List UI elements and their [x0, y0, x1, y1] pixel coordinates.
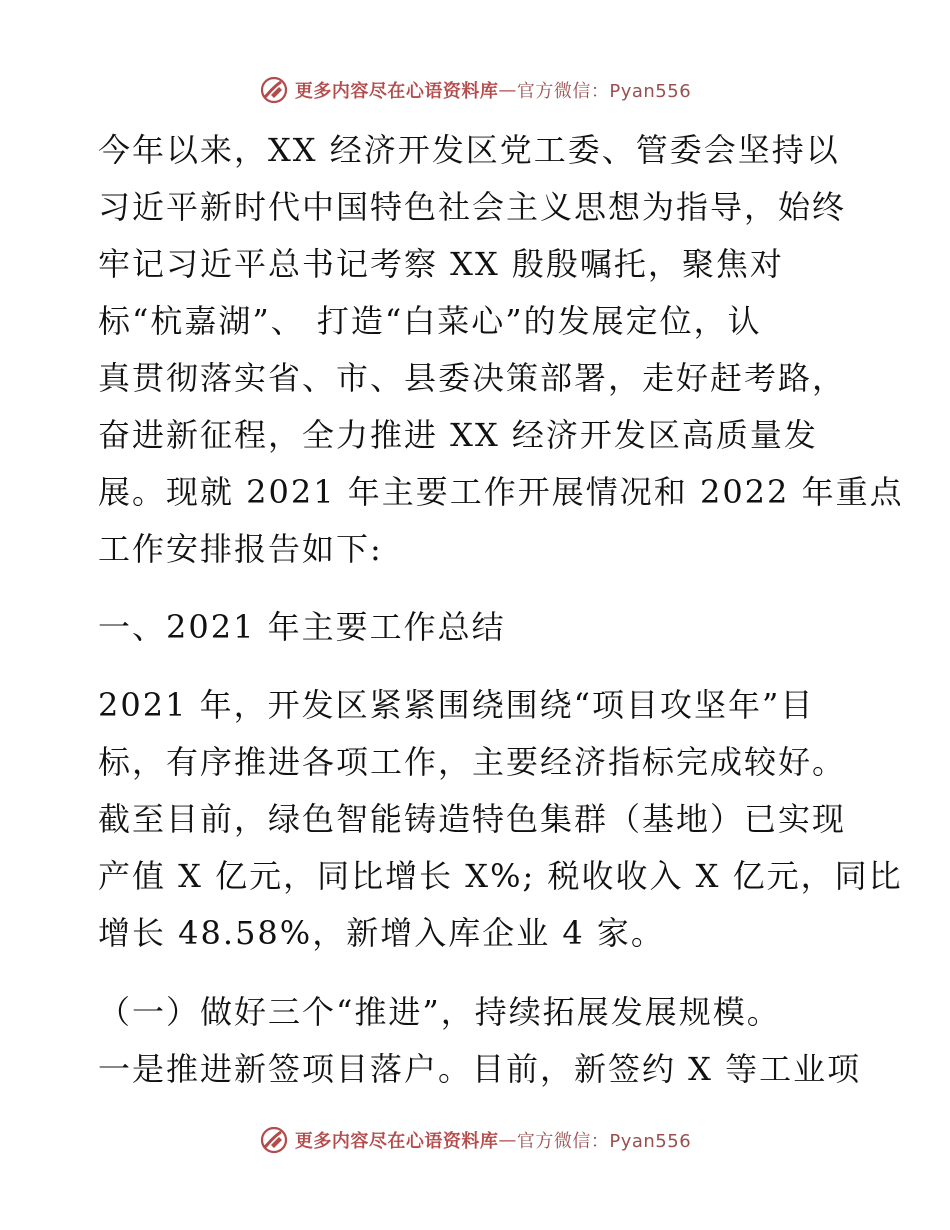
intro-line-6: 奋进新征程，全力推进 XX 经济开发区高质量发 — [98, 416, 818, 454]
intro-line-7: 展。现就 2021 年主要工作开展情况和 2022 年重点 — [98, 473, 904, 511]
pen-logo-icon — [259, 1125, 289, 1155]
intro-line-4: 标“杭嘉湖”、 打造“白菜心”的发展定位，认 — [98, 302, 762, 340]
summary-line-1: 2021 年，开发区紧紧围绕围绕“项目攻坚年”目 — [98, 686, 815, 724]
watermark-wechat: 官方微信：Pyan556 — [516, 1131, 692, 1152]
watermark-dash: — — [498, 79, 517, 101]
summary-line-2: 标，有序推进各项工作，主要经济指标完成较好。 — [98, 743, 847, 781]
intro-line-5: 真贯彻落实省、市、县委决策部署，走好赶考路， — [98, 359, 847, 397]
summary-line-4: 产值 X 亿元，同比增长 X%; 税收收入 X 亿元，同比 — [98, 857, 903, 895]
subsection-heading: （一）做好三个“推进”，持续拓展发展规模。 — [98, 993, 781, 1031]
summary-line-3: 截至目前，绿色智能铸造特色集群（基地）已实现 — [98, 800, 847, 838]
watermark-text: 更多内容尽在心语资料库 — [294, 81, 499, 102]
section-heading: 一、2021 年主要工作总结 — [98, 608, 506, 646]
pen-logo-icon — [259, 75, 289, 105]
watermark-wechat: 官方微信：Pyan556 — [516, 81, 692, 102]
summary-line-5: 增长 48.58%，新增入库企业 4 家。 — [98, 914, 665, 952]
watermark-text: 更多内容尽在心语资料库 — [294, 1131, 499, 1152]
intro-line-8: 工作安排报告如下: — [98, 530, 383, 568]
intro-line-3: 牢记习近平总书记考察 XX 殷殷嘱托，聚焦对 — [98, 245, 784, 283]
watermark-dash: — — [498, 1129, 517, 1151]
header-watermark — [0, 70, 950, 110]
intro-line-1: 今年以来，XX 经济开发区党工委、管委会坚持以 — [98, 131, 840, 169]
body-line-last: 一是推进新签项目落户。目前，新签约 X 等工业项 — [98, 1050, 862, 1088]
footer-watermark — [0, 1120, 950, 1160]
intro-line-2: 习近平新时代中国特色社会主义思想为指导，始终 — [98, 188, 847, 226]
